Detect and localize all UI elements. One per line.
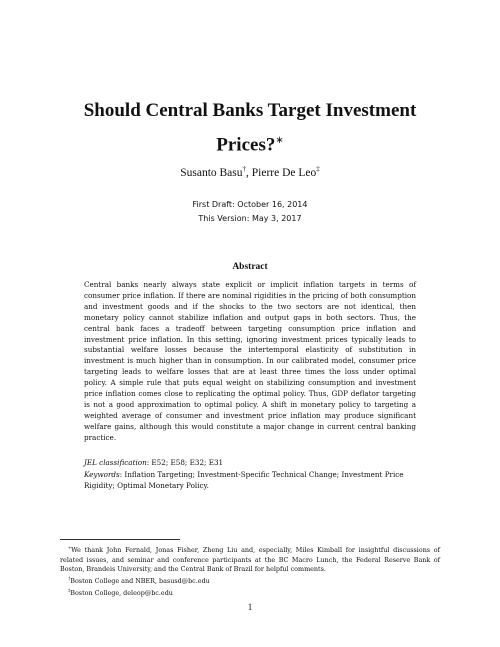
footnote-text: We thank John Fernald, Jonas Fisher, Zheng Liu and, especially, Miles Kimball for insightful discussions of related issues, and seminar and conference participants at the BC Macro Lunch, the Federal Reserve Bank of Boston, Brandeis University, and the Central Bank of Brazil for helpful comments.: [60, 546, 440, 574]
author-footnote-mark: ‡: [316, 165, 320, 173]
footnote-item: [60, 575, 440, 587]
page-number: 1: [247, 602, 253, 612]
keywords-list: : Inflation Targeting; Investment-Specific Technical Change; Investment Price Rigidity; Optimal Monetary Policy.: [84, 470, 404, 490]
footnote-mark: ∗: [68, 546, 72, 551]
jel-label: JEL classification: [84, 458, 147, 467]
title-footnote-mark: ∗: [275, 135, 284, 146]
author-name: Susanto Basu: [180, 166, 243, 179]
footnote-text: Boston College, deleop@bc.edu: [70, 588, 173, 597]
author-name: Pierre De Leo: [251, 166, 317, 179]
footnote-item: [60, 587, 440, 599]
jel-codes: : E52; E58; E32; E31: [146, 458, 224, 467]
author-line: Susanto Basu†, Pierre De Leo‡: [180, 165, 320, 179]
first-draft-date: First Draft: October 16, 2014: [192, 200, 308, 209]
abstract-heading: Abstract: [232, 262, 268, 272]
this-version-date: This Version: May 3, 2017: [198, 214, 302, 223]
footnote-text: Boston College and NBER, basusd@bc.edu: [70, 577, 210, 586]
footnote-mark: †: [68, 576, 71, 582]
footnotes: [60, 544, 440, 598]
keywords: [84, 469, 416, 491]
author-footnote-mark: †: [242, 165, 247, 173]
footnote-mark: ‡: [68, 588, 71, 594]
keywords-label: Keywords: [84, 470, 120, 479]
jel-classification: [84, 457, 416, 468]
abstract-text: Central banks nearly always state explicit or implicit inflation targets in terms of consumer price inflation. If there are nominal rigidities in the pricing of both consumption and investment goods and if the shocks to the two sectors are not identical, then monetary policy cannot stabilize inflation and output gaps in both sectors. Thus, the central bank faces a tradeoff between targeting consumption price inflation and investment price inflation. In this setting, ignoring investment prices typically leads to substantial welfare losses because the intertemporal elasticity of substitution in investment is much higher than in consumption. In our calibrated model, consumer price targeting leads to welfare losses that are at least three times the loss under optimal policy. A simple rule that puts equal weight on stabilizing consumption and investment price inflation comes close to replicating the optimal policy. Thus, GDP deflator targeting is not a good approximation to optimal policy. A shift in monetary policy to targeting a weighted average of consumer and investment price inflation may produce significant welfare gains, although this would constitute a major change in current central banking practice.: [84, 280, 416, 442]
date-block: [0, 198, 500, 226]
paper-title: Should Central Banks Target Investment Prices?∗: [83, 100, 417, 156]
footnote-item: [60, 544, 440, 575]
footnote-divider: [60, 539, 180, 540]
